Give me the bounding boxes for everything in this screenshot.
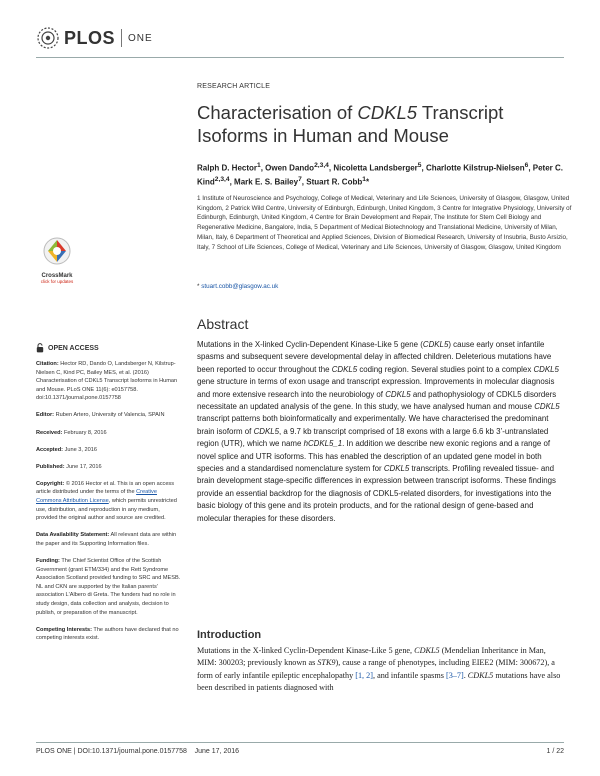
author-list: Ralph D. Hector$^1$, Owen Dando$^{2,3,4}$, Nicoletta Landsberger$^5$, Charlotte Kilstrup-Nielsen$^6$, Peter C. Kind$^{2,3,4}$, Mark E. S. Bailey$^7$, Stuart R. Cobb$^1$* (197, 162, 564, 187)
article-metadata-sidebar (36, 360, 182, 651)
journal-subname: ONE (128, 32, 153, 44)
header-rule (36, 57, 564, 58)
introduction-heading: Introduction (197, 629, 262, 641)
published-date: Published: June 17, 2016 (36, 463, 102, 470)
page-number: 1 / 22 (546, 748, 564, 755)
crossmark-sublabel: click for updates (40, 279, 74, 284)
journal-name: PLOS (64, 27, 116, 48)
funding-block: Funding: The Chief Scientist Office of the Scottish Government (grant ETM/334) and the Rett Syndrome Association Scotland provided funding to SRC and MESB. NL and CKN are supported by the Italian parents' association L'Albero di Greta. The funders had no role in study design, data collection and analysis, decision to publish, or preparation of the manuscript. (36, 558, 181, 616)
abstract-body: Mutations in the X-linked Cyclin-Dependent Kinase-Like 5 gene (CDKL5) cause early onset infantile spasms and subsequent severe developmental delay in affected children. Deleterious mutations have been reported to occur throughout the CDKL5 coding region. Several studies point to a complex CDKL5 gene structure in terms of exon usage and transcript expression. Improvements in molecular diagnosis and more extensive research into the neurobiology of CDKL5 and pathophysiology of CDKL5 disorders necessitate an updated analysis of the gene. In this study, we have analysed human and mouse CDKL5 transcript patterns both bioinformatically and experimentally. We have characterised the predominant brain isoform of CDKL5, a 9.7 kb transcript comprised of 18 exons with a large 6.6 kb 3’-untranslated region (UTR), which we name hCDKL5_1. In addition we describe new exonic regions and a range of novel splice and UTR isoforms. This has enabled the description of an updated gene model in both species and a standardised nomenclature system for CDKL5 transcripts. Profiling revealed tissue- and brain development stage-specific differences in expression between transcript isoforms. These findings provide an essential backdrop for the diagnosis of CDKL5-related disorders, for investigations into the basic biology of this gene and its protein products, and for the rational design of gene-based and molecular therapies for these disorders. (197, 340, 560, 523)
footer-citation: PLOS ONE | DOI:10.1371/journal.pone.0157758 June 17, 2016 (36, 748, 240, 755)
plos-logo-icon (36, 26, 60, 50)
abstract-heading: Abstract (197, 316, 249, 332)
article-title: Characterisation of CDKL5 Transcript Isoforms in Human and Mouse (197, 102, 504, 146)
open-access-badge: OPEN ACCESS (36, 343, 99, 353)
citation-block: Citation: Hector RD, Dando O, Landsberger N, Kilstrup-Nielsen C, Kind PC, Bailey MES, et al. (2016) Characterisation of CDKL5 Transcript Isoforms in Human and Mouse. PLoS ONE 11(6): e0157758. doi:10.1371/journal.pone.0157758 (36, 361, 178, 402)
license-link[interactable]: Creative Commons Attribution License (36, 489, 157, 505)
open-lock-icon (36, 343, 44, 353)
received-date: Received: February 8, 2016 (36, 429, 107, 436)
copyright-block: Copyright: © 2016 Hector et al. This is an open access article distributed under the terms of the Creative Commons Attribution License, which permits unrestricted use, distribution, and reproduction in any medium, provided the original author and source are credited. (36, 480, 177, 522)
affiliations: 1 Institute of Neuroscience and Psychology, College of Medical, Veterinary and Life Sciences, University of Glasgow, Glasgow, United Kingdom, 2 Patrick Wild Centre, University of Edinburgh, Edinburgh, United Kingdom, 3 Centre for Integrative Physiology, University of Edinburgh, Edinburgh, United Kingdom, 4 Centre for Brain Development and Repair, The Institute for Stem Cell Biology and Regenerative Medicine, Bangalore, India, 5 Department of Medical Biotechnology and Translational Medicine, University of Milan, Milan, Italy, 6 Department of Theoretical and Applied Sciences, Division of Biomedical Research, University of Insubria, Busto Arsizio, Italy, 7 School of Life Sciences, College of Medical, Veterinary and Life Sciences, University of Glasgow, Glasgow, United Kingdom (197, 195, 572, 251)
competing-interests-block: Competing Interests: The authors have declared that no competing interests exist. (36, 626, 179, 642)
crossmark-label: CrossMark (41, 273, 73, 279)
footer-rule (36, 742, 564, 743)
crossmark-badge[interactable] (37, 236, 77, 284)
accepted-date: Accepted: June 3, 2016 (36, 446, 97, 453)
article-type: RESEARCH ARTICLE (197, 83, 271, 90)
title-gene-name: CDKL5 (357, 102, 418, 123)
crossmark-icon (42, 236, 72, 266)
corresponding-email[interactable]: * stuart.cobb@glasgow.ac.uk (197, 283, 279, 290)
logo-divider (121, 29, 122, 47)
editor-block: Editor: Ruben Artero, University of Valencia, SPAIN (36, 412, 165, 419)
journal-logo[interactable] (36, 26, 153, 50)
data-availability-block: Data Availability Statement: All relevant data are within the paper and its Supporting Information files. (36, 532, 177, 547)
introduction-body: Mutations in the X-linked Cyclin-Dependent Kinase-Like 5 gene, CDKL5 (Mendelian Inheritance in Man, MIM: 300203; previously known as STK9), cause a range of phenotypes, including EIEE2 (MIM: 300672), a form of early infantile epileptic encephalopathy [1, 2], and infantile spasms [3–7]. CDKL5 mutations have also been described in patients diagnosed with (197, 646, 561, 693)
